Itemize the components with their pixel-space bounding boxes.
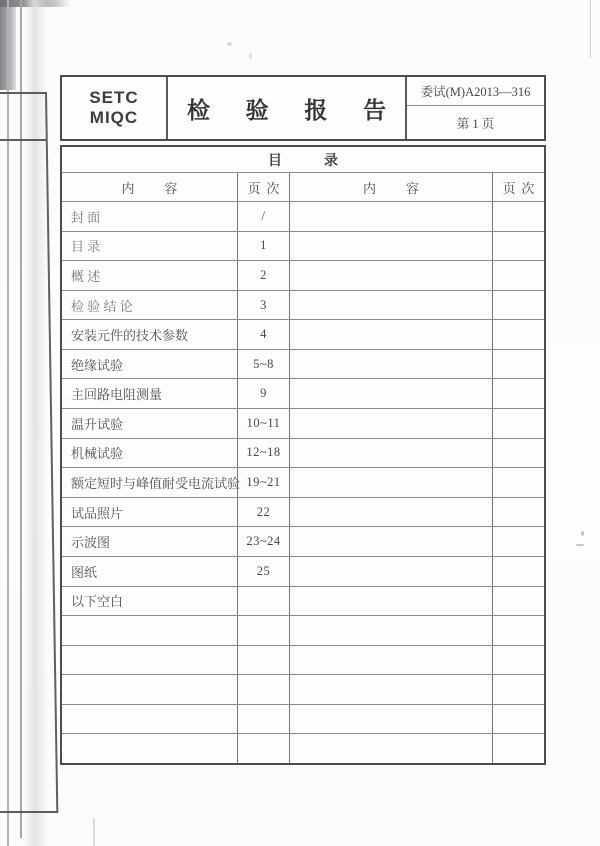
toc-page-cell (238, 350, 290, 379)
toc-entry-label: 检 验 结 论 (71, 298, 133, 314)
toc-page-cell (493, 734, 544, 763)
toc-page-cell (238, 498, 290, 527)
toc-entry-page: 25 (256, 563, 271, 578)
toc-content-cell (290, 439, 493, 468)
toc-content-cell (62, 468, 241, 497)
toc-entry-label: 额定短时与峰值耐受电流试验 (71, 475, 241, 491)
toc-content-cell (62, 646, 238, 675)
toc-content-cell (62, 705, 238, 734)
toc-page-cell (493, 557, 544, 586)
toc-content-cell (62, 350, 238, 379)
toc-page-cell (238, 261, 290, 290)
toc-entry-page: 19~21 (246, 474, 281, 489)
table-row (62, 232, 544, 262)
scan-edge-line (590, 0, 591, 58)
report-header (60, 75, 546, 141)
toc-page-cell (238, 232, 290, 261)
table-row (62, 587, 544, 617)
toc-entry-page: 1 (260, 238, 267, 253)
scan-speck (581, 531, 584, 536)
table-row (62, 202, 544, 232)
toc-entry-page: 12~18 (246, 445, 281, 460)
toc-content-cell (290, 587, 493, 616)
toc-header-row (62, 173, 544, 202)
toc-content-cell (290, 705, 493, 734)
toc-entry-page: 3 (260, 297, 267, 312)
column-header-label: 页次 (502, 180, 541, 196)
column-header-label: 内容 (363, 180, 449, 196)
table-row (62, 439, 544, 469)
scan-speck (576, 544, 584, 546)
toc-entry-label: 主回路电阻测量 (71, 387, 163, 403)
toc-page-cell (238, 291, 290, 320)
toc-page-cell (238, 734, 290, 763)
toc-entry-label: 示波图 (71, 535, 111, 551)
scan-speck (249, 53, 252, 59)
toc-page-cell (493, 498, 544, 527)
toc-page-cell (493, 527, 544, 556)
scan-edge-line (93, 818, 95, 846)
toc-title-row (62, 147, 544, 173)
toc-page-cell (238, 557, 290, 586)
toc-content-cell (290, 261, 493, 290)
toc-content-cell (62, 675, 238, 704)
toc-content-cell (62, 320, 238, 349)
toc-content-cell (62, 527, 238, 556)
table-row (62, 350, 544, 380)
toc-entry-label: 图纸 (71, 564, 98, 580)
toc-page-cell (493, 468, 544, 497)
org-logo-cell (62, 77, 168, 139)
toc-entry-page: 10~11 (246, 415, 281, 430)
column-header-label: 内容 (121, 180, 208, 196)
toc-content-cell (62, 291, 238, 320)
table-row (62, 616, 544, 646)
toc-column-header-content (62, 173, 238, 201)
scan-edge-line (20, 0, 22, 838)
toc-content-cell (290, 202, 493, 231)
toc-content-cell (290, 675, 493, 704)
toc-content-cell (62, 616, 238, 645)
toc-page-cell (238, 379, 290, 408)
toc-page-cell (493, 616, 544, 645)
toc-entry-page: 4 (260, 327, 267, 342)
toc-entry-label: 安装元件的技术参数 (71, 328, 189, 344)
report-title-cell (168, 77, 422, 139)
table-row (62, 261, 544, 291)
table-row (62, 379, 544, 409)
toc-content-cell (62, 379, 238, 408)
toc-entry-label: 目 录 (71, 239, 101, 255)
toc-content-cell (62, 261, 238, 290)
toc-content-cell (62, 498, 238, 527)
toc-content-cell (290, 409, 493, 438)
toc-entry-label: 绝缘试验 (71, 357, 124, 373)
toc-page-cell (493, 232, 544, 261)
toc-entry-page: 23~24 (246, 534, 281, 549)
toc-content-cell (62, 409, 238, 438)
toc-content-cell (290, 646, 493, 675)
table-row (62, 320, 544, 350)
toc-page-cell (238, 587, 290, 616)
table-row (62, 705, 544, 735)
table-row (62, 468, 544, 498)
toc-content-cell (290, 527, 493, 556)
toc-column-header-content (290, 173, 493, 201)
toc-content-cell (62, 202, 238, 231)
toc-entry-label: 以下空白 (71, 594, 124, 610)
toc-content-cell (290, 291, 493, 320)
table-row (62, 646, 544, 676)
toc-content-cell (290, 232, 493, 261)
underlying-page-border (0, 811, 58, 813)
toc-entry-label: 封 面 (71, 209, 101, 225)
table-row (62, 734, 544, 763)
toc-page-cell (238, 320, 290, 349)
table-row (62, 675, 544, 705)
toc-page-cell (493, 350, 544, 379)
report-ref-cell (407, 77, 544, 139)
toc-page-cell (238, 409, 290, 438)
toc-body (62, 202, 544, 763)
toc-page-cell (493, 439, 544, 468)
toc-page-cell (493, 646, 544, 675)
toc-page-cell (238, 675, 290, 704)
toc-content-cell (62, 734, 238, 763)
toc-page-cell (493, 202, 544, 231)
page-number-label: 第 1 页 (456, 116, 495, 131)
toc-entry-label: 试品照片 (71, 505, 124, 521)
toc-table (60, 145, 546, 765)
toc-content-cell (290, 616, 493, 645)
toc-column-header-page (238, 173, 290, 201)
underlying-page-border (0, 92, 46, 94)
toc-entry-page: 5~8 (253, 356, 274, 371)
toc-page-cell (493, 675, 544, 704)
toc-page-cell (493, 291, 544, 320)
org-line2: MIQC (89, 108, 139, 127)
table-row (62, 527, 544, 557)
toc-content-cell (62, 557, 238, 586)
toc-content-cell (290, 734, 493, 763)
toc-page-cell (493, 379, 544, 408)
toc-content-cell (290, 320, 493, 349)
toc-entry-label: 概 述 (71, 268, 101, 284)
toc-content-cell (290, 468, 493, 497)
toc-content-cell (290, 379, 493, 408)
toc-page-cell (493, 705, 544, 734)
toc-page-cell (493, 261, 544, 290)
toc-section-title: 目录 (268, 153, 380, 169)
org-line1: SETC (89, 88, 139, 107)
toc-content-cell (290, 498, 493, 527)
report-page (60, 75, 546, 765)
toc-content-cell (290, 350, 493, 379)
table-row (62, 291, 544, 321)
toc-page-cell (493, 320, 544, 349)
toc-content-cell (290, 557, 493, 586)
toc-entry-label: 温升试验 (71, 416, 124, 432)
toc-entry-page: 22 (256, 504, 271, 519)
scan-edge-line (7, 0, 9, 846)
toc-page-cell (493, 409, 544, 438)
toc-column-header-page (493, 173, 544, 201)
toc-content-cell (62, 439, 238, 468)
toc-content-cell (62, 232, 238, 261)
toc-page-cell (238, 439, 290, 468)
table-row (62, 498, 544, 528)
toc-page-cell (238, 202, 290, 231)
toc-page-cell (238, 468, 290, 497)
toc-page-cell (238, 616, 290, 645)
table-row (62, 409, 544, 439)
column-header-label: 页次 (247, 180, 286, 196)
report-title: 检验报告 (187, 97, 422, 123)
toc-entry-label: 机械试验 (71, 446, 124, 462)
toc-page-cell (238, 527, 290, 556)
toc-page-cell (493, 587, 544, 616)
underlying-page-border (0, 139, 46, 141)
toc-page-cell (238, 705, 290, 734)
report-number: 委试(M)A2013—316 (407, 77, 544, 106)
toc-entry-page: 9 (260, 386, 267, 401)
table-row (62, 557, 544, 587)
scan-speck (227, 42, 232, 46)
toc-entry-page: 2 (260, 267, 267, 282)
toc-entry-page: / (261, 208, 266, 223)
scan-edge-gradient (24, 0, 48, 846)
toc-content-cell (62, 587, 238, 616)
toc-page-cell (238, 646, 290, 675)
